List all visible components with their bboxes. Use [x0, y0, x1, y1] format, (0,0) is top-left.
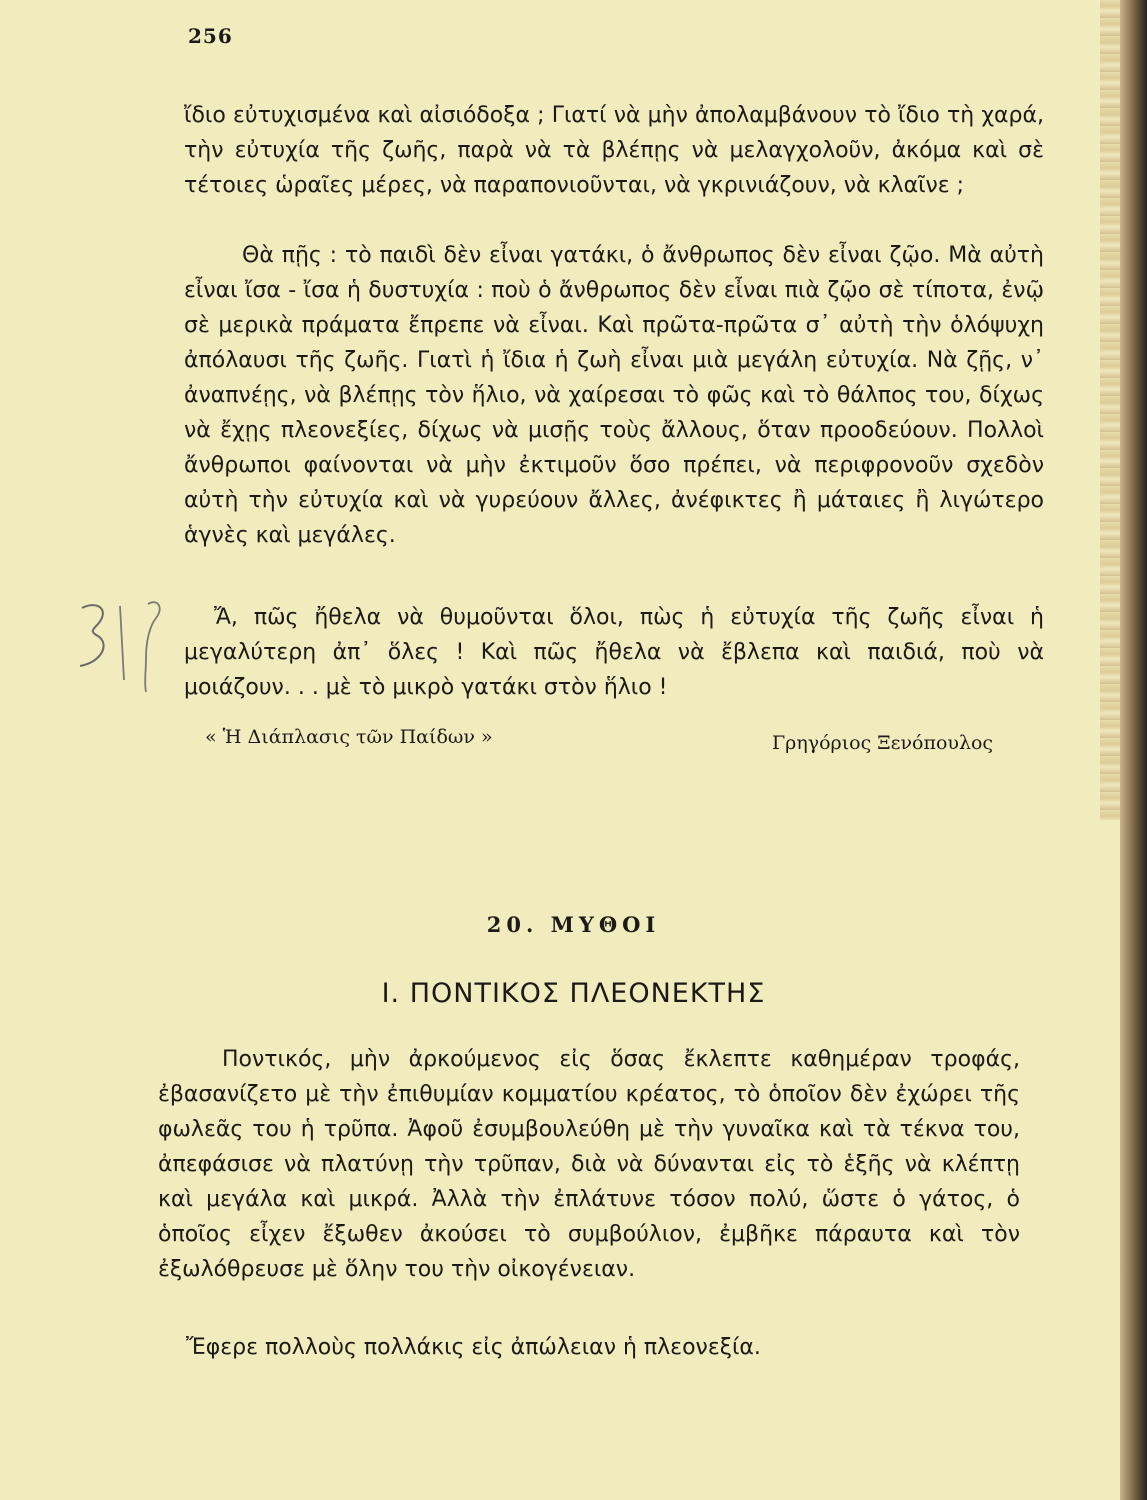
torn-page-edge	[1100, 0, 1120, 820]
paragraph-closing: Ἄ, πῶς ἤθελα νὰ θυμοῦνται ὅλοι, πὼς ἡ εὐτυχία τῆς ζωῆς εἶναι ἡ μεγαλύτερη ἀπ᾽ ὅλες ! Καὶ πῶς ἤθελα νὰ ἔβλεπα καὶ παιδιά, ποὺ νὰ μοιάζουν. . . μὲ τὸ μικρὸ γατάκι στὸν ἥλιο !	[184, 605, 1044, 700]
page-number: 256	[188, 24, 233, 48]
story-body: Ποντικός, μὴν ἀρκούμενος εἰς ὅσας ἔκλεπτε καθημέραν τροφάς, ἐβασανίζετο μὲ τὴν ἐπιθυμίαν κομματίου κρέατος, τὸ ὁποῖον δὲν ἐχώρει τῆς φωλεᾶς του ἡ τρῦπα. Ἀφοῦ ἐσυμβουλεύθη μὲ τὴν γυναῖκα καὶ τὰ τέκνα του, ἀπεφάσισε νὰ πλατύνῃ τὴν τρῦπαν, διὰ νὰ δύνανται εἰς τὸ ἑξῆς νὰ κλέπτῃ καὶ μεγάλα καὶ μικρά. Ἀλλὰ τὴν ἐπλάτυνε τόσον πολύ, ὥστε ὁ γάτος, ὁ ὁποῖος εἶχεν ἔξωθεν ἀκούσει τὸ συμβούλιον, ἐμβῆκε πάραυτα καὶ τὸν ἐξωλόθρευσε μὲ ὅλην του τὴν οἰκογένειαν.	[158, 1047, 1020, 1282]
handwritten-margin-mark	[62, 596, 172, 696]
section-heading: 20. ΜΥΘΟΙ	[486, 912, 661, 937]
book-binding-edge	[1120, 0, 1147, 1500]
story-moral: Ἔφερε πολλοὺς πολλάκις εἰς ἀπώλειαν ἡ πλεονεξία.	[186, 1335, 761, 1360]
paragraph-continuation: ἴδιο εὐτυχισμένα καὶ αἰσιόδοξα ; Γιατί νὰ μὴν ἀπολαμβάνουν τὸ ἴδιο τὴ χαρά, τὴν εὐτυχία τῆς ζωῆς, παρὰ νὰ τὰ βλέπῃς νὰ μελαγχολοῦν, ἀκόμα καὶ σὲ τέτοιες ὡραῖες μέρες, νὰ παραπονιοῦνται, νὰ γκρινιάζουν, νὰ κλαῖνε ;	[184, 103, 1044, 198]
author-name: Γρηγόριος Ξενόπουλος	[772, 732, 994, 754]
source-citation: « Ἡ Διάπλασις τῶν Παίδων »	[205, 726, 493, 748]
paragraph-happiness: Θὰ πῇς : τὸ παιδὶ δὲν εἶναι γατάκι, ὁ ἄνθρωπος δὲν εἶναι ζῷο. Μὰ αὐτὴ εἶναι ἴσα - ἴσα ἡ δυστυχία : ποὺ ὁ ἄνθρωπος δὲν εἶναι πιὰ ζῷο σὲ τίποτα, ἐνῷ σὲ μερικὰ πράματα ἔπρεπε νὰ εἶναι. Καὶ πρῶτα-πρῶτα σ᾽ αὐτὴ τὴν ὁλόψυχη ἀπόλαυσι τῆς ζωῆς. Γιατὶ ἡ ἴδια ἡ ζωὴ εἶναι μιὰ μεγάλη εὐτυχία. Νὰ ζῇς, ν᾽ ἀναπνέῃς, νὰ βλέπῃς τὸν ἥλιο, νὰ χαίρεσαι τὸ φῶς καὶ τὸ θάλπος του, δίχως νὰ ἔχῃς πλεονεξίες, δίχως νὰ μισῇς τοὺς ἄλλους, ὅταν προοδεύουν. Πολλοὶ ἄνθρωποι φαίνονται νὰ μὴν ἐκτιμοῦν ὅσο πρέπει, νὰ περιφρονοῦν σχεδὸν αὐτὴ τὴν εὐτυχία καὶ νὰ γυρεύουν ἄλλες, ἀνέφικτες ἢ μάταιες ἢ λιγώτερο ἁγνὲς καὶ μεγάλες.	[184, 243, 1044, 548]
story-title: Ι. ΠΟΝΤΙΚΟΣ ΠΛΕΟΝΕΚΤΗΣ	[381, 978, 766, 1009]
